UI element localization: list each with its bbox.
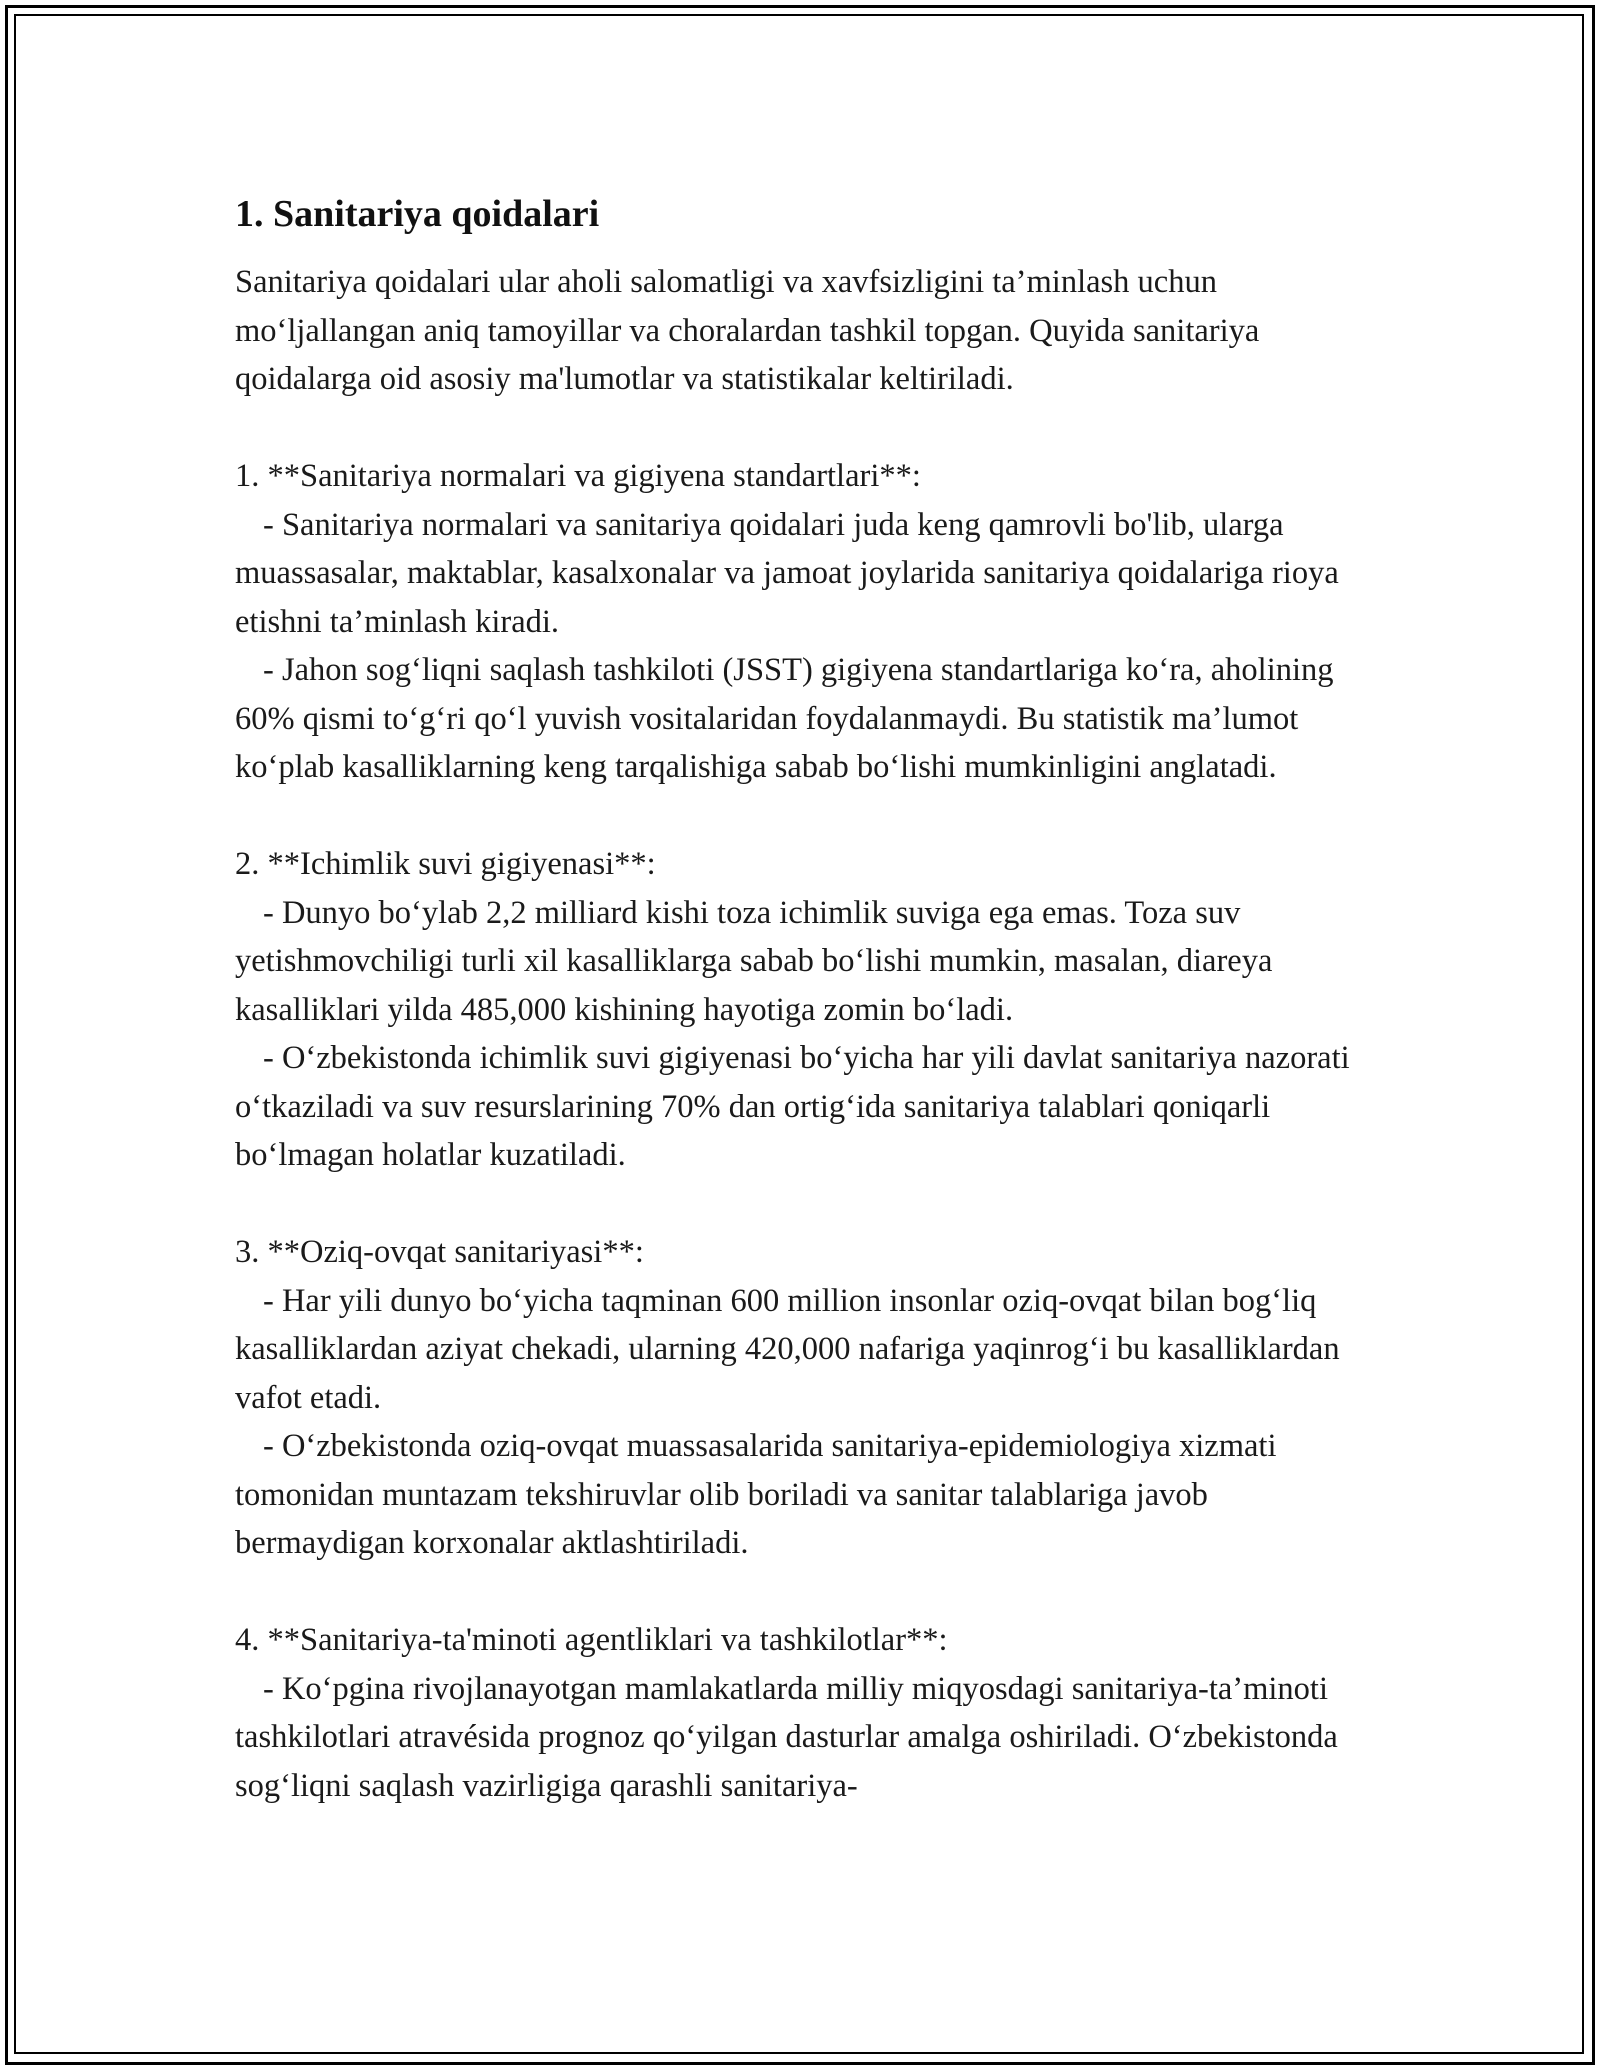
section-3: [235, 1228, 1375, 1568]
document-body: [235, 188, 1375, 1810]
bullet-item: - Har yili dunyo bo‘yicha taqminan 600 million insonlar oziq-ovqat bilan bog‘liq kasalliklardan aziyat chekadi, ularning 420,000 nafariga yaqinrog‘i bu kasalliklardan vafot etadi.: [235, 1282, 1340, 1416]
spacer: [235, 792, 1375, 841]
bullet-item: - Dunyo bo‘ylab 2,2 milliard kishi toza ichimlik suviga ega emas. Toza suv yetishmovchiligi turli xil kasalliklarga sabab bo‘lishi mumkin, masalan, diareya kasalliklari yilda 485,000 kishining hayotiga zomin bo‘ladi.: [235, 894, 1273, 1028]
spacer: [235, 404, 1375, 453]
section-title: 4. **Sanitariya-ta'minoti agentliklari va tashkilotlar**:: [235, 1622, 948, 1658]
bullet-item: - Sanitariya normalari va sanitariya qoidalari juda keng qamrovli bo'lib, ularga muassasalar, maktablar, kasalxonalar va jamoat joylarida sanitariya qoidalariga rioya etishni ta’minlash kiradi.: [235, 506, 1339, 640]
section-2: [235, 840, 1375, 1180]
spacer: [235, 1180, 1375, 1229]
section-1: [235, 452, 1375, 792]
section-title: 3. **Oziq-ovqat sanitariyasi**:: [235, 1234, 644, 1270]
intro-paragraph: Sanitariya qoidalari ular aholi salomatligi va xavfsizligini ta’minlash uchun mo‘ljallangan aniq tamoyillar va choralardan tashkil topgan. Quyida sanitariya qoidalarga oid asosiy ma'lumotlar va statistikalar keltiriladi.: [235, 264, 1260, 397]
section-title: 1. **Sanitariya normalari va gigiyena standartlari**:: [235, 458, 921, 494]
section-4: [235, 1616, 1375, 1810]
page-title: 1. Sanitariya qoidalari: [235, 193, 600, 235]
bullet-item: - O‘zbekistonda oziq-ovqat muassasalarida sanitariya-epidemiologiya xizmati tomonidan muntazam tekshiruvlar olib boriladi va sanitar talablariga javob bermaydigan korxonalar aktlashtiriladi.: [235, 1428, 1277, 1561]
section-title: 2. **Ichimlik suvi gigiyenasi**:: [235, 846, 656, 882]
bullet-item: - O‘zbekistonda ichimlik suvi gigiyenasi bo‘yicha har yili davlat sanitariya nazorati o‘tkaziladi va suv resurslarining 70% dan ortig‘ida sanitariya talablari qoniqarli bo‘lmagan holatlar kuzatiladi.: [235, 1040, 1350, 1173]
bullet-item: - Jahon sog‘liqni saqlash tashkiloti (JSST) gigiyena standartlariga ko‘ra, aholining 60% qismi to‘g‘ri qo‘l yuvish vositalaridan foydalanmaydi. Bu statistik ma’lumot ko‘plab kasalliklarning keng tarqalishiga sabab bo‘lishi mumkinligini anglatadi.: [235, 652, 1334, 785]
bullet-item: - Ko‘pgina rivojlanayotgan mamlakatlarda milliy miqyosdagi sanitariya-ta’minoti tashkilotlari atravésida prognoz qo‘yilgan dasturlar amalga oshiriladi. O‘zbekistonda sog‘liqni saqlash vazirligiga qarashli sanitariya-: [235, 1670, 1338, 1804]
spacer: [235, 1568, 1375, 1617]
